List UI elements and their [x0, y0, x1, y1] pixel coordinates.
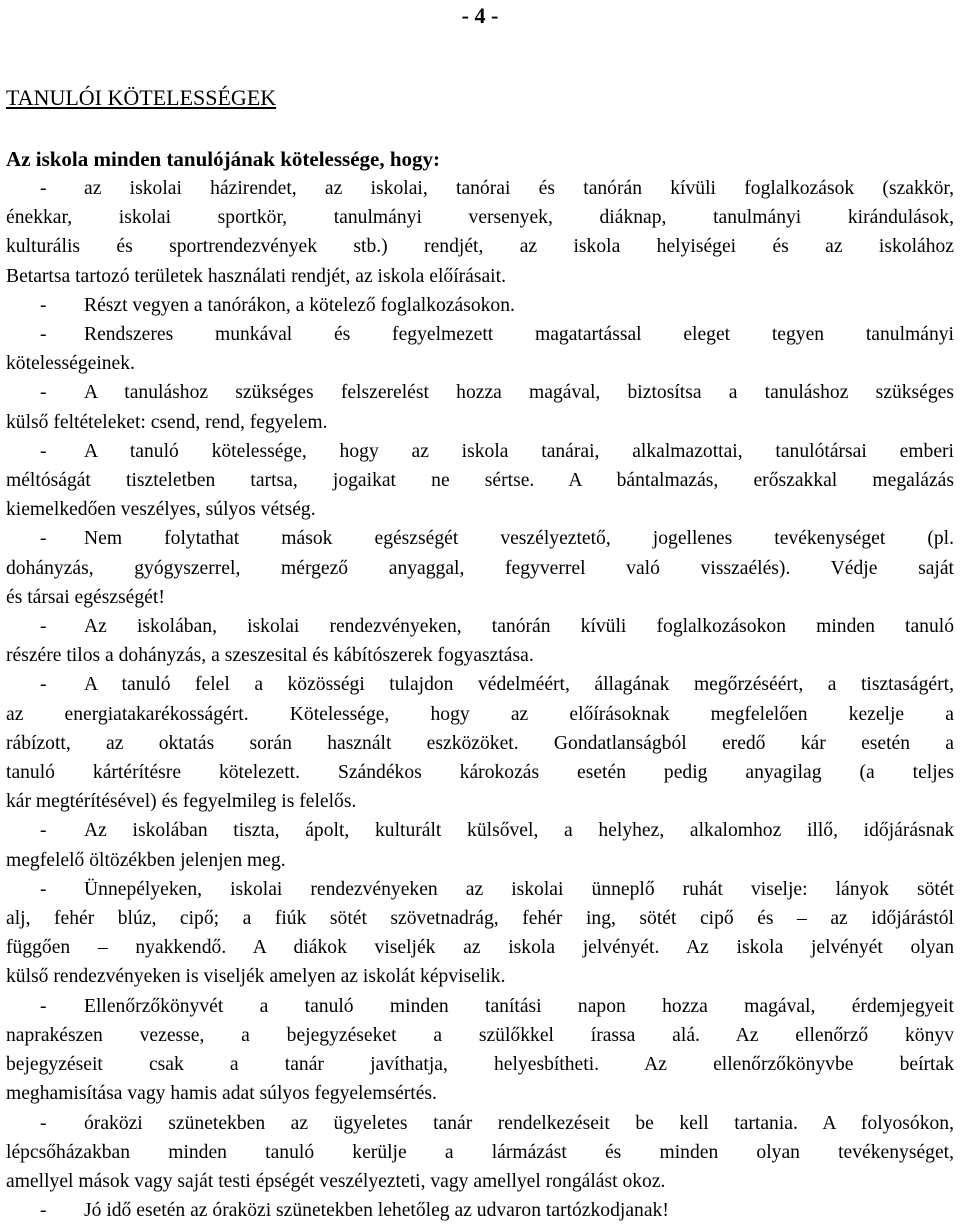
- list-item-line: Az iskolában, iskolai rendezvényeken, tanórán kívüli foglalkozásokon minden tanuló: [84, 616, 954, 638]
- list-item-line: lépcsőházakban minden tanuló kerülje a lármázást és minden olyan tevékenységet,: [6, 1141, 954, 1163]
- list-item-line: kiemelkedően veszélyes, súlyos vétség.: [6, 499, 316, 521]
- list-item-dash: -: [40, 294, 47, 316]
- list-item-line: A tanuláshoz szükséges felszerelést hozza magával, biztosítsa a tanuláshoz szükséges: [84, 382, 954, 404]
- list-item-line: kulturális és sportrendezvények stb.) rendjét, az iskola helyiségei és az iskolához: [6, 236, 954, 258]
- list-item-line: kár megtérítésével) és fegyelmileg is felelős.: [6, 791, 357, 813]
- section-heading: TANULÓI KÖTELESSÉGEK: [6, 85, 277, 110]
- list-item-dash: -: [40, 878, 47, 900]
- list-item-line: külső rendezvényeken is viseljék amelyen az iskolát képviselik.: [6, 966, 506, 988]
- list-item-line: énekkar, iskolai sportkör, tanulmányi versenyek, diáknap, tanulmányi kirándulások,: [6, 207, 954, 229]
- list-item-line: és társai egészségét!: [6, 586, 165, 608]
- list-item-line: Jó idő esetén az óraközi szünetekben lehetőleg az udvaron tartózkodjanak!: [84, 1200, 669, 1222]
- list-item-dash: -: [40, 674, 47, 696]
- list-item-line: óraközi szünetekben az ügyeletes tanár rendelkezéseit be kell tartania. A folyosókon,: [84, 1112, 954, 1134]
- list-item-line: az iskolai házirendet, az iskolai, tanórai és tanórán kívüli foglalkozások (szakkör,: [84, 178, 954, 199]
- list-item-line: rábízott, az oktatás során használt eszközöket. Gondatlanságból eredő kár esetén a: [6, 732, 954, 754]
- obligations-list: [6, 174, 954, 1225]
- list-item-dash: -: [40, 616, 47, 638]
- list-item: [6, 612, 954, 670]
- list-item-line: A tanuló kötelessége, hogy az iskola tanárai, alkalmazottai, tanulótársai emberi: [84, 440, 954, 462]
- list-item-line: meghamisítása vagy hamis adat súlyos fegyelemsértés.: [6, 1083, 437, 1105]
- intro-bold: Az iskola minden tanulójának kötelessége, hogy:: [6, 147, 441, 171]
- list-item-line: Részt vegyen a tanórákon, a kötelező foglalkozásokon.: [84, 294, 515, 316]
- list-item: [6, 1109, 954, 1197]
- list-item-dash: -: [40, 440, 47, 462]
- list-item-line: alj, fehér blúz, cipő; a fiúk sötét szövetnadrág, fehér ing, sötét cipő és – az időjárástól: [6, 908, 954, 930]
- list-item-dash: -: [40, 1112, 47, 1134]
- list-item-dash: -: [40, 324, 47, 346]
- list-item-line: függően – nyakkendő. A diákok viseljék az iskola jelvényét. Az iskola jelvényét olyan: [6, 937, 954, 959]
- list-item-line: Betartsa tartozó területek használati rendjét, az iskola előírásait.: [6, 265, 506, 287]
- list-item: [6, 174, 954, 291]
- list-item-dash: -: [40, 382, 47, 404]
- list-item-dash: -: [40, 820, 47, 842]
- list-item: [6, 875, 954, 992]
- list-item-dash: -: [40, 995, 47, 1017]
- list-item-line: Ünnepélyeken, iskolai rendezvényeken az iskolai ünneplő ruhát viselje: lányok sötét: [84, 878, 954, 900]
- list-item: [6, 524, 954, 612]
- list-item-line: dohányzás, gyógyszerrel, mérgező anyaggal, fegyverrel való visszaélés). Védje saját: [6, 557, 954, 579]
- list-item-line: amellyel mások vagy saját testi épségét veszélyezteti, vagy amellyel rongálást okoz.: [6, 1170, 666, 1192]
- list-item-line: részére tilos a dohányzás, a szeszesital és kábítószerek fogyasztása.: [6, 645, 534, 667]
- list-item: [6, 437, 954, 525]
- list-item-line: Rendszeres munkával és fegyelmezett magatartással eleget tegyen tanulmányi: [84, 324, 954, 346]
- list-item-line: méltóságát tiszteletben tartsa, jogaikat ne sértse. A bántalmazás, erőszakkal megalázás: [6, 470, 954, 492]
- list-item: [6, 320, 954, 378]
- list-item-line: bejegyzéseit csak a tanár javíthatja, helyesbítheti. Az ellenőrzőkönyvbe beírtak: [6, 1054, 954, 1076]
- page-number: - 4 -: [461, 3, 499, 28]
- list-item-dash: -: [40, 1200, 47, 1222]
- list-item: [6, 816, 954, 874]
- list-item-line: Ellenőrzőkönyvét a tanuló minden tanítási napon hozza magával, érdemjegyeit: [84, 995, 954, 1017]
- list-item-line: külső feltételeket: csend, rend, fegyelem.: [6, 411, 328, 433]
- list-item-line: Az iskolában tiszta, ápolt, kulturált külsővel, a helyhez, alkalomhoz illő, időjárásnak: [84, 820, 954, 842]
- list-item-line: kötelességeinek.: [6, 353, 135, 375]
- intro-text: [6, 145, 440, 173]
- list-item: [6, 1196, 954, 1225]
- list-item-line: tanuló kártérítésre kötelezett. Szándékos károkozás esetén pedig anyagilag (a teljes: [6, 762, 954, 784]
- list-item-line: az energiatakarékosságért. Kötelessége, hogy az előírásoknak megfelelően kezelje a: [6, 703, 954, 725]
- list-item-line: Nem folytathat mások egészségét veszélyeztető, jogellenes tevékenységet (pl.: [84, 528, 954, 550]
- list-item-line: A tanuló felel a közösségi tulajdon védelméért, állagának megőrzéséért, a tisztaságért,: [84, 674, 954, 696]
- list-item: [6, 378, 954, 436]
- list-item-dash: -: [40, 528, 47, 550]
- list-item: [6, 291, 954, 320]
- list-item-line: megfelelő öltözékben jelenjen meg.: [6, 849, 286, 871]
- list-item: [6, 992, 954, 1109]
- list-item-line: naprakészen vezesse, a bejegyzéseket a szülőkkel írassa alá. Az ellenőrző könyv: [6, 1024, 954, 1046]
- list-item: [6, 670, 954, 816]
- list-item-dash: -: [40, 178, 47, 199]
